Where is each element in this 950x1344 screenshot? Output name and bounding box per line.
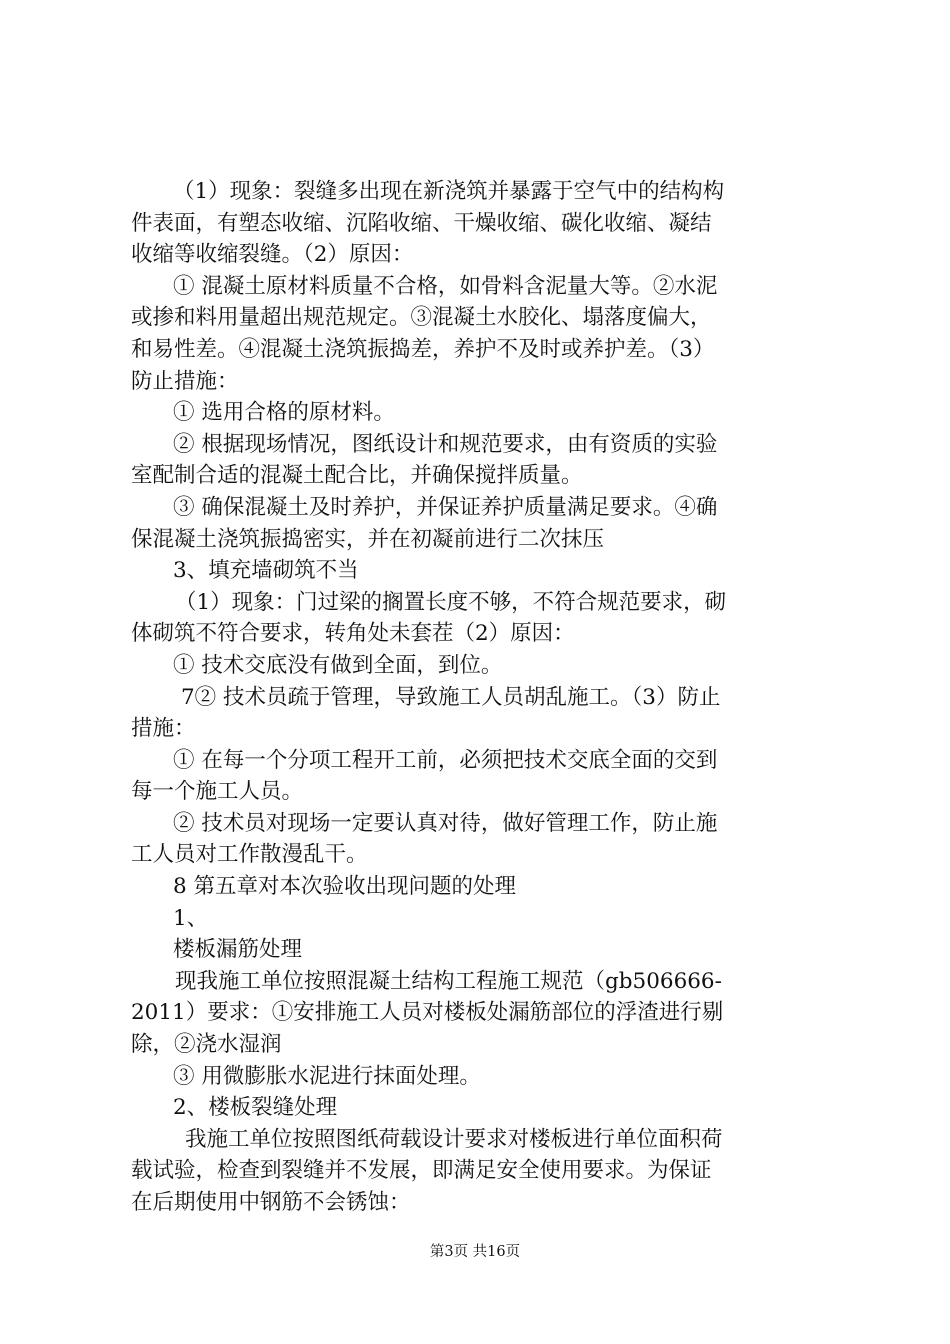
text-line: 体砌筑不符合要求，转角处未套茬（2）原因： xyxy=(131,621,575,647)
section-heading: 3、填充墙砌筑不当 xyxy=(173,558,359,584)
section-heading: 2、楼板裂缝处理 xyxy=(173,1095,338,1121)
text-line: 2011）要求：①安排施工人员对楼板处漏筋部位的浮渣进行剔 xyxy=(131,1000,724,1026)
text-line: ② 技术员对现场一定要认真对待，做好管理工作，防止施 xyxy=(173,810,718,836)
section-heading: 楼板漏筋处理 xyxy=(173,937,303,963)
text-line: ③ 用微膨胀水泥进行抹面处理。 xyxy=(173,1063,481,1089)
text-line: ① 选用合格的原材料。 xyxy=(173,400,395,426)
text-line: 防止措施： xyxy=(131,368,239,394)
text-line: 我施工单位按照图纸荷载设计要求对楼板进行单位面积荷 xyxy=(185,1126,723,1152)
text-line: ① 在每一个分项工程开工前，必须把技术交底全面的交到 xyxy=(173,747,718,773)
text-line: 和易性差。④混凝土浇筑振捣差，养护不及时或养护差。（3） xyxy=(131,336,715,362)
section-number: 1、 xyxy=(173,905,209,931)
text-line: 件表面，有塑态收缩、沉陷收缩、干燥收缩、碳化收缩、凝结 xyxy=(131,210,712,236)
text-line: 措施： xyxy=(131,716,196,742)
text-line: 室配制合适的混凝土配合比，并确保搅拌质量。 xyxy=(131,463,583,489)
text-line: （1）现象：裂缝多出现在新浇筑并暴露于空气中的结构构 xyxy=(173,179,725,204)
page-number-footer: 第3页 共16页 xyxy=(429,1244,521,1260)
text-line: 7② 技术员疏于管理，导致施工人员胡乱施工。（3）防止 xyxy=(181,684,721,710)
text-line: 工人员对工作散漫乱干。 xyxy=(131,842,368,868)
text-line: 保混凝土浇筑振捣密实，并在初凝前进行二次抹压 xyxy=(131,526,605,552)
text-line: ③ 确保混凝土及时养护，并保证养护质量满足要求。④确 xyxy=(173,494,718,520)
text-line: 在后期使用中钢筋不会锈蚀： xyxy=(131,1190,411,1215)
text-line: 收缩等收缩裂缝。（2）原因： xyxy=(131,242,414,268)
text-line: 每一个施工人员。 xyxy=(131,779,304,805)
text-line: ① 混凝土原材料质量不合格，如骨料含泥量大等。②水泥 xyxy=(173,273,718,299)
document-body xyxy=(131,176,835,1219)
text-line: 载试验，检查到裂缝并不发展，即满足安全使用要求。为保证 xyxy=(131,1158,712,1184)
text-line: 或掺和料用量超出规范规定。③混凝土水胶化、塌落度偏大， xyxy=(131,305,712,331)
text-line: 现我施工单位按照混凝土结构工程施工规范（gb506666- xyxy=(175,968,722,994)
text-line: 除，②浇水湿润 xyxy=(131,1032,282,1058)
text-line: ② 根据现场情况，图纸设计和规范要求，由有资质的实验 xyxy=(173,431,718,457)
chapter-heading: 8 第五章对本次验收出现问题的处理 xyxy=(173,874,517,900)
text-line: ① 技术交底没有做到全面，到位。 xyxy=(173,652,503,678)
text-line: （1）现象：门过梁的搁置长度不够，不符合规范要求，砌 xyxy=(175,589,727,615)
